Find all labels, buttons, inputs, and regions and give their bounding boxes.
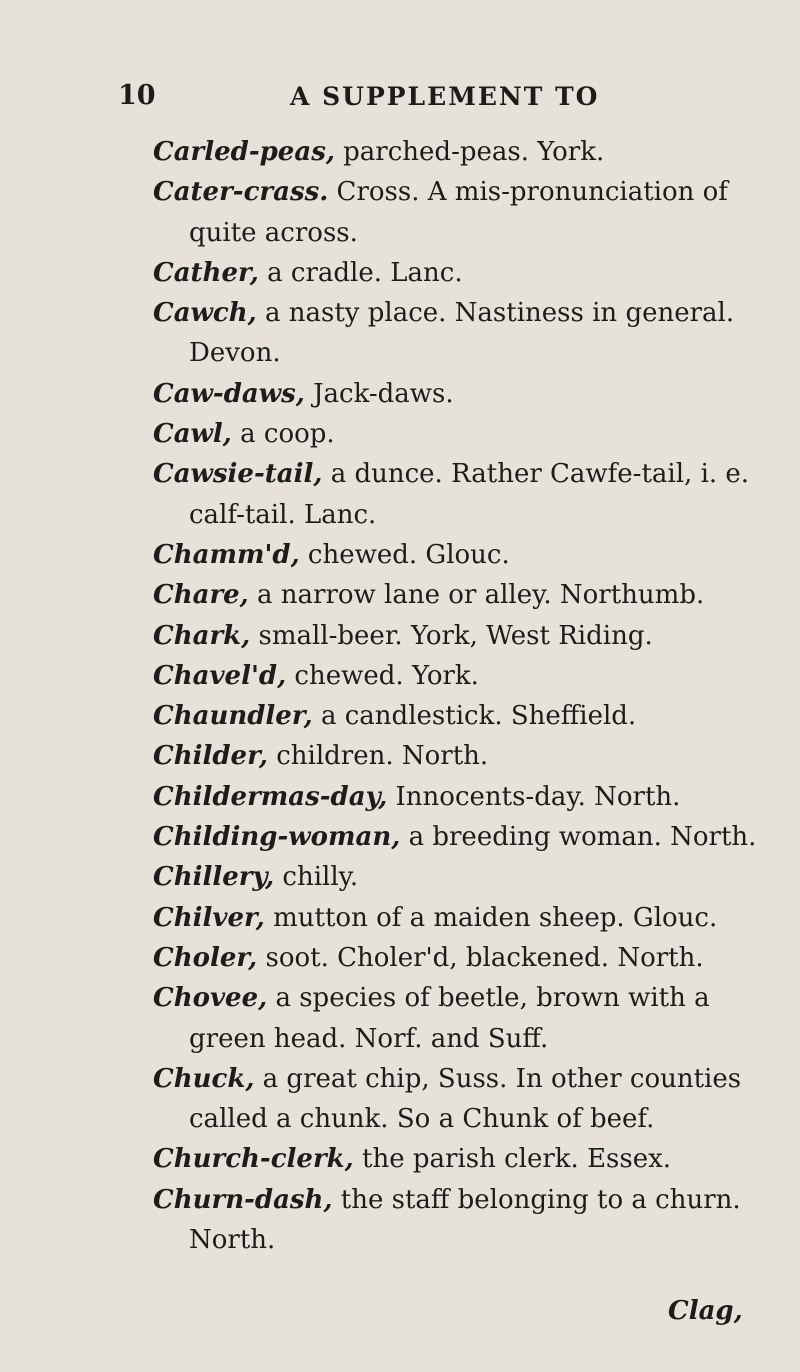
headword: Cawsie-tail, [153, 459, 323, 490]
gloss: a cradle. Lanc. [258, 257, 463, 288]
gloss: soot. Choler'd, blackened. North. [257, 942, 704, 973]
gloss: Innocents-day. North. [387, 781, 681, 812]
gloss: mutton of a maiden sheep. Glouc. [264, 902, 718, 933]
gloss: a coop. [231, 419, 335, 450]
entry-carled-peas [153, 132, 793, 172]
entry-chuck [153, 1059, 793, 1140]
entry-childermas-day [153, 777, 793, 817]
headword: Chark, [153, 620, 251, 651]
gloss: chewed. Glouc. [299, 539, 510, 570]
entry-cather [153, 253, 793, 293]
gloss: the staff belonging to a churn. North. [189, 1184, 741, 1256]
headword: Cawl, [153, 419, 232, 450]
entry-chaveld [153, 656, 793, 696]
headword: Cawch, [153, 298, 257, 329]
headword: Chuck, [153, 1063, 255, 1094]
entry-church-clerk [153, 1139, 793, 1179]
gloss: chewed. York. [286, 660, 479, 691]
gloss: Cross. A mis-pronunciation of quite across. [189, 177, 728, 248]
glossary-entries [0, 132, 800, 1260]
entry-childing-woman [153, 817, 793, 857]
gloss: parched-peas. York. [334, 137, 605, 167]
headword: Carled-peas, [153, 137, 335, 167]
gloss: the parish clerk. Essex. [353, 1144, 672, 1175]
headword: Church-clerk, [153, 1144, 354, 1175]
entry-chark [153, 616, 793, 656]
entry-cawl [153, 414, 793, 454]
entry-chovee [153, 978, 793, 1059]
headword: Chilver, [153, 902, 265, 933]
gloss: Jack-daws. [304, 378, 454, 409]
gloss: a species of beetle, brown with a green head. Norf. and Suff. [189, 983, 710, 1054]
headword: Chavel'd, [153, 660, 287, 691]
page-number: 10 [118, 80, 156, 111]
headword: Cather, [153, 257, 259, 288]
headword: Childer, [153, 741, 268, 772]
gloss: a nasty place. Nastiness in general. Devon. [189, 298, 735, 369]
page-header [118, 80, 758, 120]
headword: Childermas-day, [153, 781, 388, 812]
entry-chilver [153, 898, 793, 938]
headword: Churn-dash, [153, 1184, 333, 1215]
entry-childer [153, 736, 793, 776]
headword: Chovee, [153, 983, 268, 1014]
gloss: chilly. [274, 862, 359, 893]
gloss: children. North. [267, 741, 489, 772]
headword: Choler, [153, 942, 258, 973]
entry-cater-crass [153, 172, 793, 253]
entry-cawch [153, 293, 793, 374]
headword: Chillery, [153, 862, 275, 893]
entry-chammd [153, 535, 793, 575]
headword: Caw-daws, [153, 378, 305, 409]
entry-chaundler [153, 696, 793, 736]
headword: Chaundler, [153, 701, 313, 732]
gloss: a great chip, Suss. In other counties called a chunk. So a Chunk of beef. [189, 1063, 742, 1135]
entry-churn-dash [153, 1180, 793, 1261]
gloss: a breeding woman. North. [400, 822, 757, 853]
gloss: a candlestick. Sheffield. [312, 701, 637, 732]
gloss: small-beer. York, West Riding. [250, 620, 653, 651]
headword: Cater-crass. [153, 177, 329, 208]
running-title: A SUPPLEMENT TO [290, 82, 600, 111]
entry-chare [153, 575, 793, 615]
gloss: a narrow lane or alley. Northumb. [248, 580, 705, 611]
catchword: Clag, [668, 1296, 743, 1326]
entry-choler [153, 938, 793, 978]
headword: Childing-woman, [153, 822, 401, 853]
headword: Chare, [153, 580, 249, 611]
gloss: a dunce. Rather Cawfe-tail, i. e. calf-tail. Lanc. [189, 459, 750, 530]
headword: Chamm'd, [153, 539, 300, 570]
entry-cawsie-tail [153, 454, 793, 535]
entry-chillery [153, 857, 793, 897]
entry-caw-daws [153, 374, 793, 414]
